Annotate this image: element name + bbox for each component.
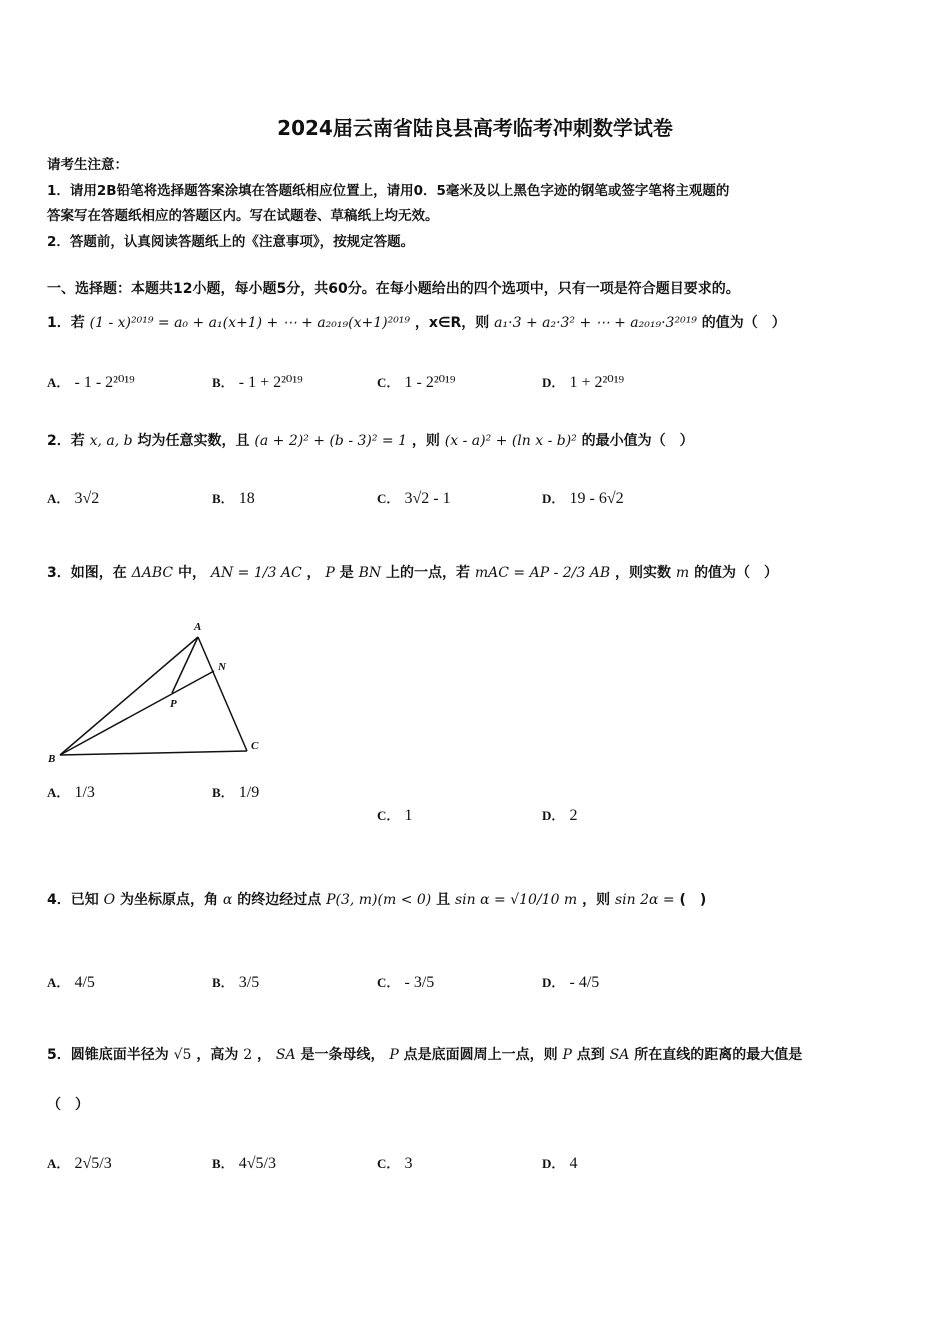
question-4	[47, 889, 706, 909]
q5-text-5: 点到	[576, 1047, 605, 1063]
option-letter: B．	[212, 1156, 234, 1171]
q4-origin: O	[103, 892, 116, 908]
q2-mid: 均为任意实数，且	[137, 433, 250, 449]
question-2	[47, 430, 694, 450]
option-letter: D．	[542, 1156, 565, 1171]
segment-ap	[172, 637, 198, 693]
label-b: B	[48, 753, 56, 765]
option-value: - 1 + 2²⁰¹⁹	[238, 374, 303, 391]
q5-paren: （ ）	[47, 1097, 89, 1113]
q5-option-b[interactable]	[212, 1153, 276, 1173]
option-value: 1	[404, 807, 413, 824]
q4-condition: sin α = √10/10 m	[455, 892, 578, 908]
q4-number: 4．已知	[47, 892, 99, 908]
q2-mid-2: ，则	[411, 433, 440, 449]
q5-sa: SA	[275, 1047, 296, 1063]
section-heading: 一、选择题：本题共12小题，每小题5分，共60分。在每小题给出的四个选项中，只有一项是符合题目要求的。	[47, 281, 740, 297]
option-letter: C．	[377, 975, 400, 990]
option-letter: A．	[47, 975, 70, 990]
q4-text-2: 的终边经过点	[237, 892, 322, 908]
q3-expression-2: mAC = AP - 2/3 AB	[474, 565, 611, 581]
option-value: 3/5	[238, 974, 260, 991]
q5-radius: √5	[173, 1047, 192, 1063]
option-value: 1 - 2²⁰¹⁹	[404, 374, 456, 391]
option-letter: C．	[377, 491, 400, 506]
q5-option-c[interactable]	[377, 1153, 412, 1173]
q3-option-c[interactable]	[377, 805, 412, 825]
option-value: 18	[238, 490, 255, 507]
option-letter: B．	[212, 375, 234, 390]
edge-bc	[60, 751, 247, 755]
option-letter: A．	[47, 491, 70, 506]
q4-target: sin 2α =	[614, 892, 675, 908]
q3-option-b[interactable]	[212, 782, 259, 802]
q1-target: a₁·3 + a₂·3² + ⋯ + a₂₀₁₉·3²⁰¹⁹	[494, 315, 697, 331]
option-letter: A．	[47, 375, 70, 390]
q5-point-p-2: P	[562, 1047, 572, 1063]
q2-option-d[interactable]	[542, 488, 624, 508]
option-letter: B．	[212, 785, 234, 800]
q2-option-c[interactable]	[377, 488, 451, 508]
q3-text-3: 是	[339, 565, 354, 581]
q4-option-c[interactable]	[377, 972, 434, 992]
q2-vars: x, a, b	[89, 433, 133, 449]
q3-expression-1: AN = 1/3 AC	[210, 565, 302, 581]
notes-line-1: 1．请用2B铅笔将选择题答案涂填在答题纸相应位置上，请用0．5毫米及以上黑色字迹的钢笔或签字笔将主观题的	[47, 183, 730, 199]
q1-option-c[interactable]	[377, 372, 455, 392]
q5-number: 5．圆锥底面半径为	[47, 1047, 169, 1063]
q5-text-6: 所在直线的距离的最大值是	[634, 1047, 803, 1063]
q1-option-a[interactable]	[47, 372, 135, 392]
q1-expression: (1 - x)²⁰¹⁹ = a₀ + a₁(x+1) + ⋯ + a₂₀₁₉(x+1)²⁰¹⁹	[89, 315, 411, 331]
q5-text-1: ，高为	[196, 1047, 239, 1063]
option-value: 4√5/3	[238, 1155, 276, 1172]
q3-text-4: 上的一点，若	[386, 565, 470, 581]
label-n: N	[218, 661, 226, 673]
q5-option-a[interactable]	[47, 1153, 112, 1173]
option-letter: D．	[542, 808, 565, 823]
q5-text-4: 点是底面圆周上一点，则	[403, 1047, 558, 1063]
option-value: 4	[569, 1155, 578, 1172]
option-value: 2	[569, 807, 578, 824]
label-p: P	[170, 698, 177, 710]
edge-ac	[198, 637, 247, 751]
option-value: 2√5/3	[74, 1155, 112, 1172]
page-title: 2024届云南省陆良县高考临考冲刺数学试卷	[277, 116, 673, 140]
option-letter: D．	[542, 375, 565, 390]
q5-option-d[interactable]	[542, 1153, 577, 1173]
option-value: - 4/5	[569, 974, 600, 991]
option-value: 4/5	[74, 974, 95, 991]
q3-text-2: ，	[306, 565, 321, 581]
q4-alpha: α	[222, 892, 233, 908]
option-letter: D．	[542, 975, 565, 990]
option-value: 1 + 2²⁰¹⁹	[569, 374, 625, 391]
option-value: 3√2	[74, 490, 100, 507]
q2-expression-1: (a + 2)² + (b - 3)² = 1	[254, 433, 408, 449]
option-value: 1/9	[238, 784, 260, 801]
option-value: - 3/5	[404, 974, 435, 991]
label-a: A	[194, 621, 202, 633]
q1-condition: ，x∈R，则	[414, 315, 490, 331]
option-value: 19 - 6√2	[569, 490, 624, 507]
notes-heading: 请考生注意：	[47, 157, 128, 173]
q3-var-m: m	[675, 565, 690, 581]
q3-text-1: 中，	[177, 565, 206, 581]
q2-option-b[interactable]	[212, 488, 255, 508]
option-letter: C．	[377, 375, 400, 390]
question-1	[47, 312, 786, 332]
option-value: 3	[404, 1155, 413, 1172]
segment-bn	[60, 671, 214, 755]
q4-option-a[interactable]	[47, 972, 95, 992]
q5-sa-2: SA	[609, 1047, 630, 1063]
q4-point: P(3, m)(m < 0)	[326, 892, 432, 908]
notes-line-3: 2．答题前，认真阅读答题纸上的《注意事项》，按规定答题。	[47, 234, 415, 250]
q2-tail: 的最小值为（ ）	[581, 433, 694, 449]
option-value: 3√2 - 1	[404, 490, 451, 507]
triangle-diagram	[42, 615, 272, 775]
q5-height: 2	[243, 1047, 253, 1063]
q2-option-a[interactable]	[47, 488, 99, 508]
label-c: C	[251, 740, 259, 752]
q1-option-d[interactable]	[542, 372, 624, 392]
edge-ba	[60, 637, 198, 755]
q5-point-p: P	[389, 1047, 399, 1063]
q5-text-3: 是一条母线，	[300, 1047, 385, 1063]
q1-tail: 的值为（ ）	[701, 315, 786, 331]
q4-tail: ( )	[679, 892, 707, 908]
option-value: 1/3	[74, 784, 95, 801]
q4-text-1: 为坐标原点，角	[119, 892, 218, 908]
q1-number: 1．若	[47, 315, 85, 331]
question-5	[47, 1044, 802, 1064]
q3-text-6: 的值为（ ）	[694, 565, 779, 581]
q4-text-4: ，则	[582, 892, 611, 908]
q4-option-b[interactable]	[212, 972, 259, 992]
notes-line-2: 答案写在答题纸相应的答题区内。写在试题卷、草稿纸上均无效。	[47, 208, 439, 224]
q3-triangle: ΔABC	[131, 565, 174, 581]
option-letter: A．	[47, 1156, 70, 1171]
option-letter: B．	[212, 491, 234, 506]
option-letter: C．	[377, 808, 400, 823]
q3-point-p: P	[325, 565, 335, 581]
q3-option-d[interactable]	[542, 805, 577, 825]
option-letter: D．	[542, 491, 565, 506]
q3-segment-bn: BN	[358, 565, 382, 581]
q2-expression-2: (x - a)² + (ln x - b)²	[444, 433, 577, 449]
option-letter: B．	[212, 975, 234, 990]
q5-text-2: ，	[257, 1047, 271, 1063]
q1-option-b[interactable]	[212, 372, 303, 392]
triangle-figure	[42, 615, 272, 779]
q3-text-5: ，则实数	[615, 565, 672, 581]
q3-number: 3．如图，在	[47, 565, 127, 581]
option-value: - 1 - 2²⁰¹⁹	[74, 374, 135, 391]
question-3	[47, 562, 778, 582]
option-letter: A．	[47, 785, 70, 800]
option-letter: C．	[377, 1156, 400, 1171]
q2-number: 2．若	[47, 433, 85, 449]
q4-text-3: 且	[436, 892, 451, 908]
q4-option-d[interactable]	[542, 972, 599, 992]
q3-option-a[interactable]	[47, 782, 95, 802]
